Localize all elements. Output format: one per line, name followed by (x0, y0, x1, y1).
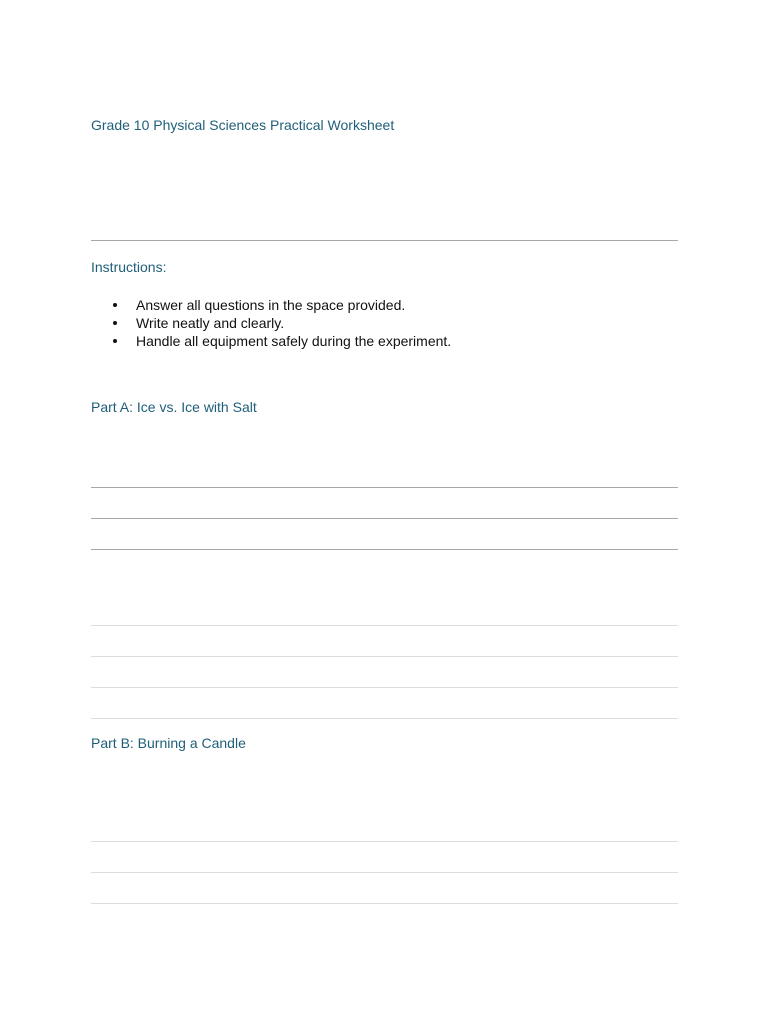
part-a-answer-line (91, 656, 678, 657)
part-b-answer-line (91, 903, 678, 904)
instruction-item (91, 314, 451, 332)
instructions-heading: Instructions: (91, 259, 167, 275)
instruction-text: Write neatly and clearly. (136, 315, 285, 331)
part-b-answer-line (91, 872, 678, 873)
bullet-icon (113, 339, 117, 343)
instructions-list (91, 296, 451, 350)
part-a-heading: Part A: Ice vs. Ice with Salt (91, 399, 257, 415)
bullet-icon (113, 303, 117, 307)
instruction-text: Handle all equipment safely during the experiment. (136, 333, 452, 349)
part-a-answer-line (91, 687, 678, 688)
part-a-answer-line (91, 487, 678, 488)
instruction-text: Answer all questions in the space provided. (136, 297, 406, 313)
instruction-item (91, 296, 451, 314)
page-title: Grade 10 Physical Sciences Practical Worksheet (91, 117, 395, 133)
part-a-answer-line (91, 625, 678, 626)
part-b-heading: Part B: Burning a Candle (91, 735, 246, 751)
part-a-answer-line (91, 549, 678, 550)
part-b-answer-line (91, 841, 678, 842)
title-divider (91, 240, 678, 241)
part-a-answer-line (91, 518, 678, 519)
instruction-item (91, 332, 451, 350)
bullet-icon (113, 321, 117, 325)
part-a-answer-line (91, 718, 678, 719)
